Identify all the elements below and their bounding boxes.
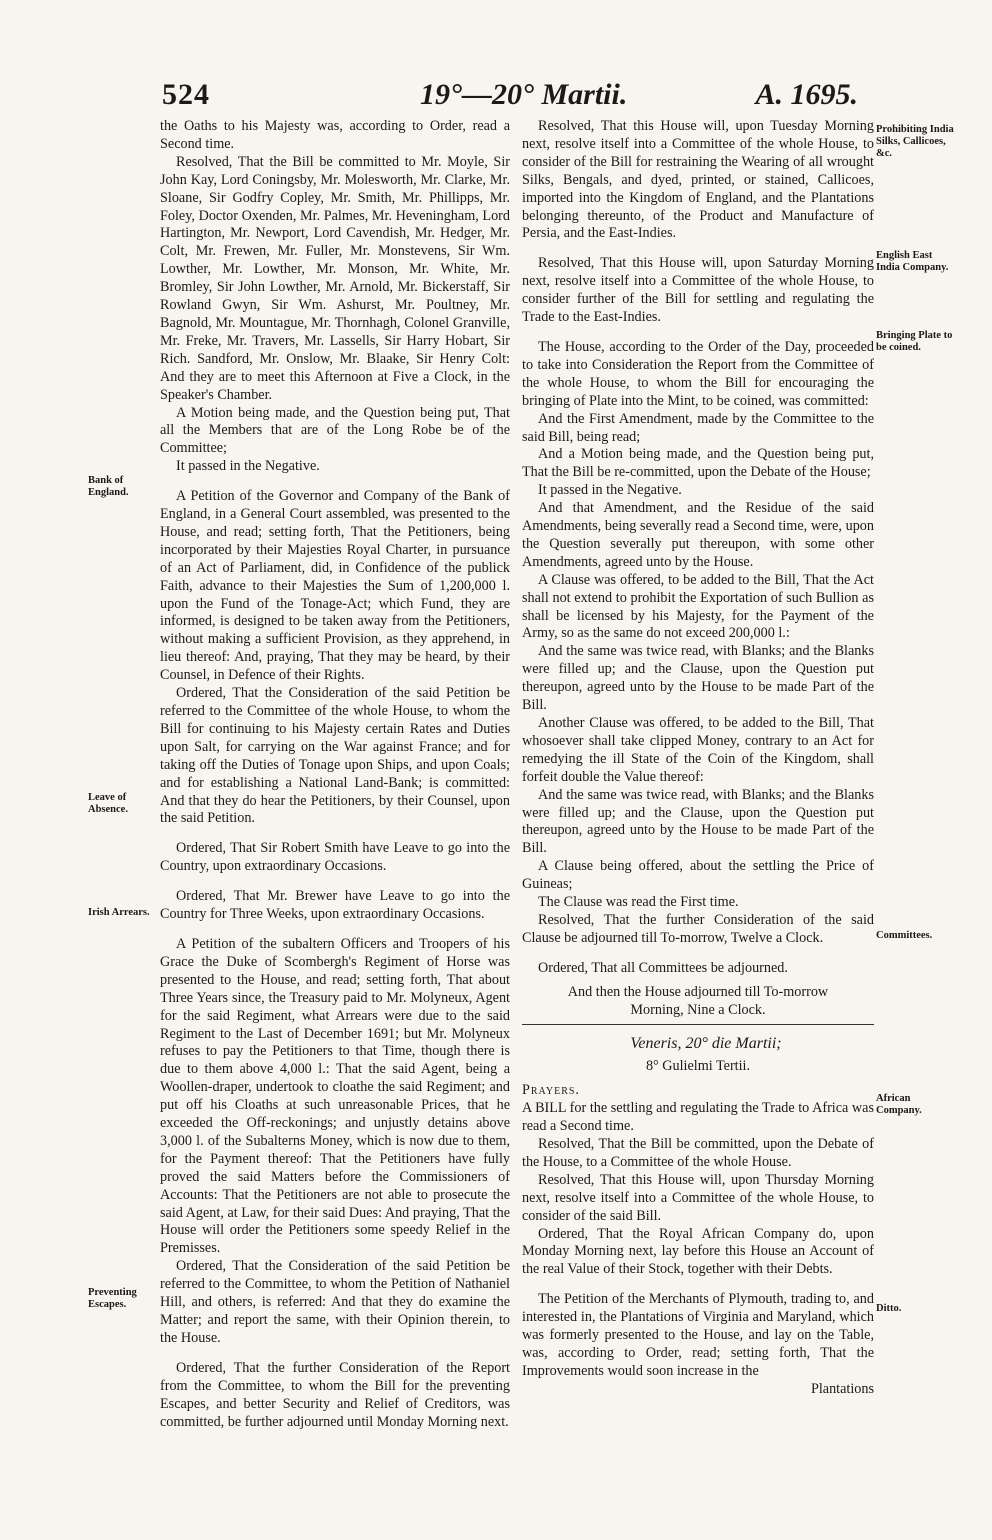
paragraph: Ordered, That Mr. Brewer have Leave to go into the Country for Three Weeks, upon extraordinary Occasions. <box>160 888 510 923</box>
paragraph: Another Clause was offered, to be added to the Bill, That whosoever shall take clipped Money, contrary to an Act for remedying the ill State of the Coin of the Kingdom, shall forfeit double the Value thereof: <box>522 715 874 785</box>
margin-note-committees: Committees. <box>876 930 933 941</box>
regnal-year: 8° Gulielmi Tertii. <box>645 1058 751 1075</box>
paragraph: A Petition of the subaltern Officers and Troopers of his Grace the Duke of Scombergh's Regiment of Horse was presented to the House, and read; setting forth, That about Three Years since, the Treasury paid to Mr. Molyneux, Agent for the said Regiment, what Arrears were due to the said Regiment to the Last of December 1691; but Mr. Molyneux refuses to pay the Petitioners to that Time, though there is due to them above 4,000 l.: That the said Agent, being a Woollen-draper, undertook to cloathe the said Regiment; and put off his Cloaths at such unreasonable Prices, that he exceeded the Off-reckonings; and unjustly detains above 3,000 l. of the Subalterns Money, which is now due to them, for the Payment thereof: That the Petitioners have fully proved the said Matters before the Commissioners of Accounts: That the Petitioners are not able to prosecute the said Agent, at Law, for their said Dues: And praying, That the House will order the Petitioners some speedy Relief in the Premisses. <box>160 935 510 1257</box>
paragraph: The Clause was read the First time. <box>538 894 739 911</box>
paragraph: A Clause being offered, about the settling the Price of Guineas; <box>522 858 874 893</box>
margin-note-african: African Company. <box>876 1093 922 1116</box>
margin-note-escapes: Preventing Escapes. <box>88 1287 137 1310</box>
section-divider <box>522 1024 874 1025</box>
paragraph: Resolved, That this House will, upon Saturday Morning next, resolve itself into a Committee of the whole House, to consider further of the Bill for settling and regulating the Trade to the East-Indies. <box>522 255 874 326</box>
paragraph: And the First Amendment, made by the Committee to the said Bill, being read; <box>522 410 874 445</box>
margin-note-bank: Bank of England. <box>88 475 129 498</box>
paragraph: And the same was twice read, with Blanks; and the Blanks were filled up; and the Clause, upon the Question put thereupon, agreed unto by the House to be made Part of the Bill. <box>522 786 874 857</box>
page-header <box>150 78 870 118</box>
paragraph: It passed in the Negative. <box>538 482 682 499</box>
header-year: A. 1695. <box>755 78 858 111</box>
paragraph: The House, according to the Order of the Day, proceeded to take into Consideration the Report from the Committee of the whole House, to whom the Bill for encouraging the bringing of Plate into the Mint, to be coined, was committed: <box>522 338 874 409</box>
paragraph: Ordered, That the Royal African Company do, upon Monday Morning next, lay before this House an Account of the real Value of their Stock, together with their Debts. <box>522 1225 874 1278</box>
left-column <box>160 118 510 1431</box>
paragraph: And the same was twice read, with Blanks; and the Blanks were filled up; and the Clause, upon the Question put thereupon, agreed unto by the House to be made Part of the Bill. <box>522 643 874 714</box>
margin-note-silks: Prohibiting India Silks, Callicoes, &c. <box>876 124 954 159</box>
adjournment-line: And then the House adjourned till To-morrow Morning, Nine a Clock. <box>567 983 829 1018</box>
paragraph: Ordered, That the Consideration of the said Petition be referred to the Committee, to whom the Petition of Nathaniel Hill, and others, is referred: And that they do examine the Matter; and report the same, with their Opinion therein, to the House. <box>160 1258 510 1346</box>
margin-note-east-india: English East India Company. <box>876 250 949 273</box>
paragraph: Resolved, That the Bill be committed, upon the Debate of the House, to a Committee of the whole House. <box>522 1136 874 1170</box>
paragraph: And that Amendment, and the Residue of the said Amendments, being severally read a Second time, were, upon the Question severally put thereupon, with some other Amendments, agreed unto by the House. <box>522 500 874 570</box>
margin-note-plate: Bringing Plate to be coined. <box>876 330 953 353</box>
catchword: Plantations <box>810 1380 874 1397</box>
paragraph: Resolved, That the Bill be committed to Mr. Moyle, Sir John Kay, Lord Coningsby, Mr. Molesworth, Mr. Clarke, Mr. Sloane, Sir Godfry Copley, Mr. Smith, Mr. Phillipps, Mr. Foley, Doctor Oxenden, Mr. Palmes, Mr. Heveningham, Lord Hartington, Mr. Newport, Lord Cavendish, Mr. Hedger, Mr. Colt, Mr. Frewen, Mr. Fuller, Mr. Monstevens, Sir Wm. Lowther, Mr. Lowther, Mr. Monson, Mr. White, Mr. Bromley, Sir John Lowther, Mr. Arnold, Mr. Bickerstaff, Sir Rowland Gwyn, Sir Wm. Ashurst, Mr. Poultney, Mr. Bagnold, Mr. Mountague, Mr. Thornhagh, Colonel Granville, Mr. Freke, Mr. Travers, Mr. Lassells, Sir Harry Hobart, Sir Rich. Sandford, Mr. Onslow, Mr. Blaake, Sir Henry Colt: And they are to meet this Afternoon at Five a Clock, in the Speaker's Chamber. <box>160 153 510 403</box>
paragraph: The Petition of the Merchants of Plymouth, trading to, and interested in, the Plantations of Virginia and Maryland, which was formerly presented to the House, and lay on the Table, was, according to Order, read; setting forth, That the Improvements would soon increase in the <box>522 1291 874 1379</box>
day-title: Veneris, 20° die Martii; <box>630 1034 782 1052</box>
margin-note-ditto: Ditto. <box>876 1303 902 1314</box>
paragraph: Resolved, That this House will, upon Thursday Morning next, resolve itself into a Committee of the whole House, to consider of the said Bill. <box>522 1171 874 1224</box>
paragraph: Resolved, That this House will, upon Tuesday Morning next, resolve itself into a Committee of the whole House, to consider of the Bill for restraining the Wearing of all wrought Silks, Bengals, and dyed, printed, or stained, Callicoes, imported into the Kingdom of England, and the Plantations belonging thereunto, of the Product and Manufacture of Persia, and the East-Indies. <box>522 118 874 242</box>
paragraph: And a Motion being made, and the Question being put, That the Bill be re-committed, upon the Debate of the House; <box>522 446 874 481</box>
paragraph: A Motion being made, and the Question being put, That all the Members that are of the Long Robe be of the Committee; <box>160 404 510 457</box>
paragraph: the Oaths to his Majesty was, according to Order, read a Second time. <box>160 118 510 152</box>
paragraph: Ordered, That Sir Robert Smith have Leave to go into the Country, upon extraordinary Occasions. <box>160 840 510 875</box>
right-column <box>522 118 874 1399</box>
paragraph: Ordered, That the further Consideration of the Report from the Committee, to whom the Bill for the preventing Escapes, and better Security and Relief of Creditors, was committed, be further adjourned until Monday Morning next. <box>160 1359 510 1430</box>
margin-note-irish: Irish Arrears. <box>88 907 150 918</box>
paragraph: A Clause was offered, to be added to the Bill, That the Act shall not extend to prohibit the Exportation of such Bullion as shall be licensed by his Majesty, for the Payment of the Army, so as the same do not exceed 200,000 l.: <box>522 571 874 642</box>
header-date: 19°—20° Martii. <box>420 78 628 111</box>
paragraph: A Petition of the Governor and Company of the Bank of England, in a General Court assembled, was presented to the House, and read; setting forth, That the Petitioners, being incorporated by their Majesties Royal Charter, in pursuance of an Act of Parliament, did, in Confidence of the publick Faith, advance to their Majesties the Sum of 1,200,000 l. upon the Fund of the Tonage-Act; which Fund, they are informed, is designed to be taken away from the Petitioners, without making a sufficient Provision, as they apprehend, in lieu thereof: And, praying, That they may be heard, by their Counsel, in Defence of their Rights. <box>160 488 510 684</box>
page-number: 524 <box>162 78 210 111</box>
paragraph: It passed in the Negative. <box>176 458 320 475</box>
paragraph: Resolved, That the further Consideration of the said Clause be adjourned till To-morrow, Twelve a Clock. <box>522 911 874 946</box>
paragraph: A BILL for the settling and regulating the Trade to Africa was read a Second time. <box>522 1100 874 1135</box>
paragraph: Ordered, That all Committees be adjourned. <box>538 959 788 976</box>
margin-note-leave: Leave of Absence. <box>88 792 128 815</box>
prayers-heading: Prayers. <box>522 1082 580 1099</box>
paragraph: Ordered, That the Consideration of the said Petition be referred to the Committee of the whole House, to whom the Bill for continuing to his Majesty certain Rates and Duties upon Salt, for carrying on the War against France; and for taking off the Duties of Tonage upon Ships, and upon Coals; and for establishing a National Land-Bank; is committed: And that they do hear the Petitioners, by their Counsel, upon the said Petition. <box>160 685 510 827</box>
